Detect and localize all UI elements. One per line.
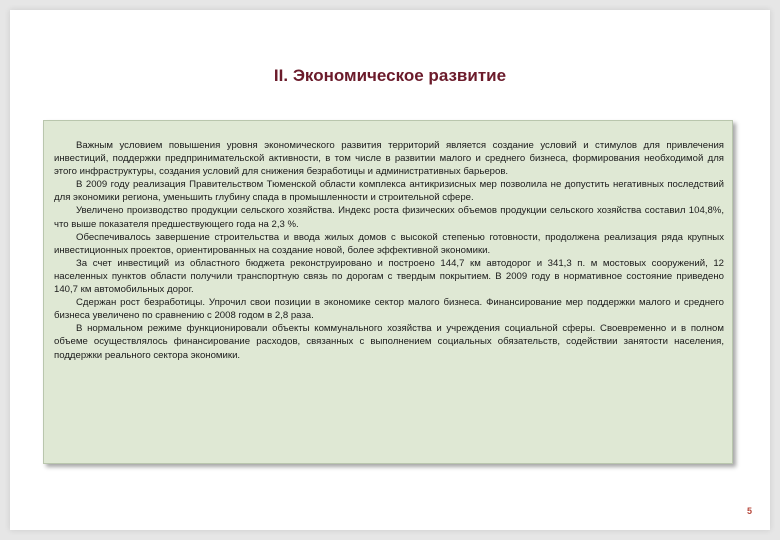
paragraph-small-business: Сдержан рост безработицы. Упрочил свои позиции в экономике сектор малого бизнеса. Финансирование мер поддержки малого и среднего бизнеса увеличено по сравнению с 2008 годом в 2,8 раза. (54, 297, 724, 322)
paragraph-anticrisis-measures: В 2009 году реализация Правительством Тюменской области комплекса антикризисных мер позволила не допустить негативных последствий для экономики региона, уменьшить глубину спада в промышленности и строительной сфере. (54, 179, 724, 204)
slide-title: II. Экономическое развитие (273, 66, 507, 85)
paragraph-roads: За счет инвестиций из областного бюджета реконструировано и построено 144,7 км автодорог и 341,3 п. м мостовых сооружений, 12 населенных пунктов области получили транспортную связь по дорогам с твердым покрытием. В 2009 году в нормативное состояние приведено 140,7 км автомобильных дорог. (54, 257, 724, 296)
paragraph-social-sphere: В нормальном режиме функционировали объекты коммунального хозяйства и учреждения социальной сферы. Своевременно и в полном объеме осуществлялось финансирование расходов, связанных с выполнением социальных обязательств, содействии занятости населения, поддержки реального сектора экономики. (54, 323, 724, 361)
page-number: 5 (746, 506, 752, 516)
content-box (43, 120, 733, 464)
paragraph-investment-conditions: Важным условием повышения уровня экономического развития территорий является создание условий и стимулов для привлечения инвестиций, поддержки предпринимательской активности, в том числе в развитии малого и среднего бизнеса, формирования необходимой для этого инфраструктуры, создания условий для снижения безработицы и административных барьеров. (54, 140, 724, 178)
paragraph-housing-construction: Обеспечивалось завершение строительства и ввода жилых домов с высокой степенью готовности, продолжена реализация ряда крупных инвестиционных проектов, ориентированных на создание новой, более эффективной экономики. (54, 231, 724, 256)
paragraph-agriculture: Увеличено производство продукции сельского хозяйства. Индекс роста физических объемов продукции сельского хозяйства составил 104,8%, что выше показателя предшествующего года на 2,3 %. (54, 205, 724, 230)
slide (10, 10, 770, 530)
